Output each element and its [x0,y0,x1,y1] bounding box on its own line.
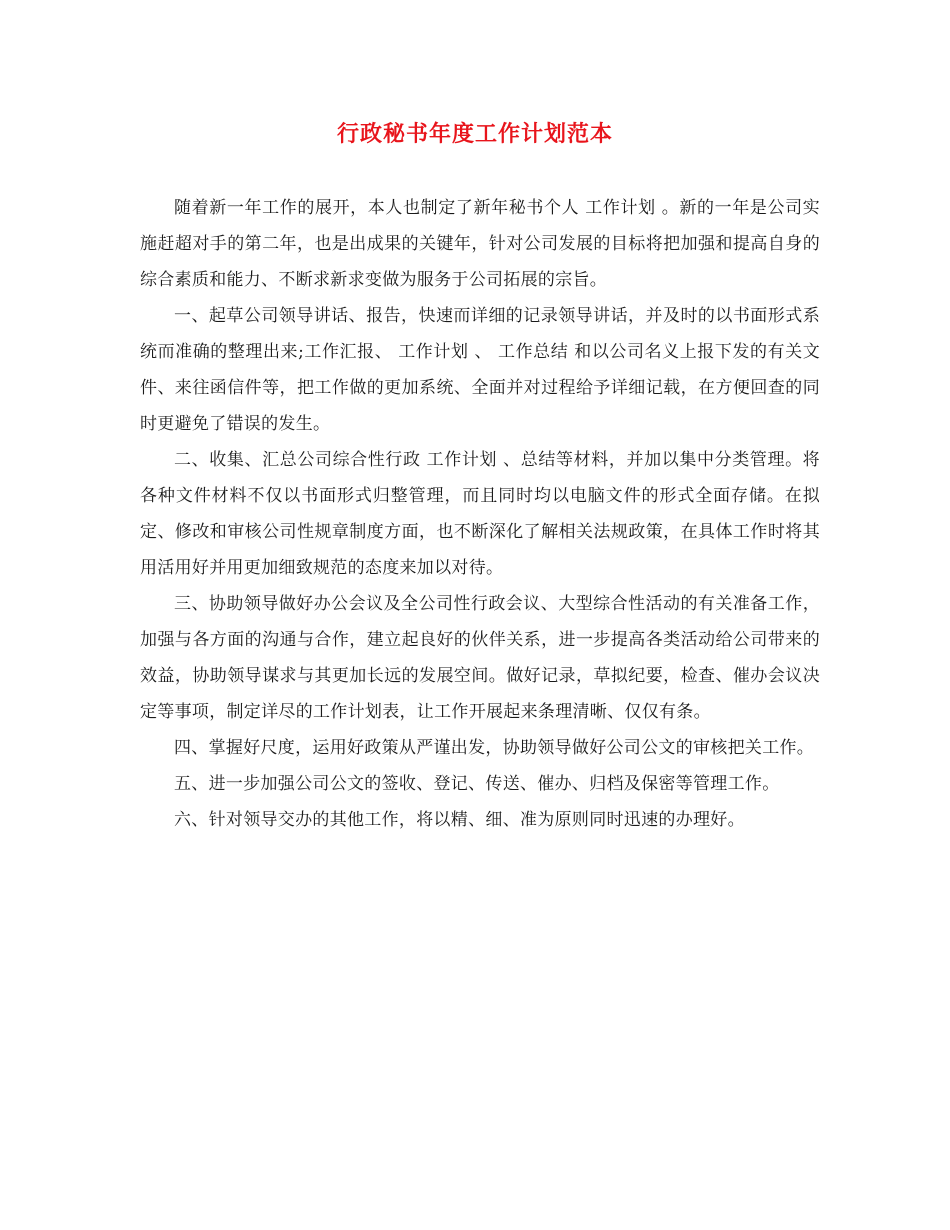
document-body [140,190,820,838]
paragraph-item-5: 五、进一步加强公司公文的签收、登记、传送、催办、归档及保密等管理工作。 [174,774,780,794]
paragraph-item-4: 四、掌握好尺度，运用好政策从严谨出发，协助领导做好公司公文的审核把关工作。 [174,738,815,758]
paragraph-item-2: 二、收集、汇总公司综合性行政 工作计划 、总结等材料，并加以集中分类管理。将各种文件材料不仅以书面形式归整管理，而且同时均以电脑文件的形式全面存储。在拟定、修改和审核公司性规章制度方面，也不断深化了解相关法规政策，在具体工作时将其用活用好并用更加细致规范的态度来加以对待。 [140,450,820,578]
paragraph-intro: 随着新一年工作的展开，本人也制定了新年秘书个人 工作计划 。新的一年是公司实施赶超对手的第二年，也是出成果的关键年，针对公司发展的目标将把加强和提高自身的综合素质和能力、不断求新求变做为服务于公司拓展的宗旨。 [140,198,820,290]
paragraph-item-6: 六、针对领导交办的其他工作，将以精、细、准为原则同时迅速的办理好。 [174,810,745,830]
paragraph-item-3: 三、协助领导做好办公会议及全公司性行政会议、大型综合性活动的有关准备工作，加强与各方面的沟通与合作，建立起良好的伙伴关系，进一步提高各类活动给公司带来的效益，协助领导谋求与其更加长远的发展空间。做好记录，草拟纪要，检查、催办会议决定等事项，制定详尽的工作计划表，让工作开展起来条理清晰、仅仅有条。 [140,594,820,722]
document-title: 行政秘书年度工作计划范本 [336,121,613,147]
paragraph-item-1: 一、起草公司领导讲话、报告，快速而详细的记录领导讲话，并及时的以书面形式系统而准确的整理出来;工作汇报、 工作计划 、 工作总结 和以公司名义上报下发的有关文件、来往函信件等，把工作做的更加系统、全面并对过程给予详细记载，在方便回查的同时更避免了错误的发生。 [140,306,820,434]
